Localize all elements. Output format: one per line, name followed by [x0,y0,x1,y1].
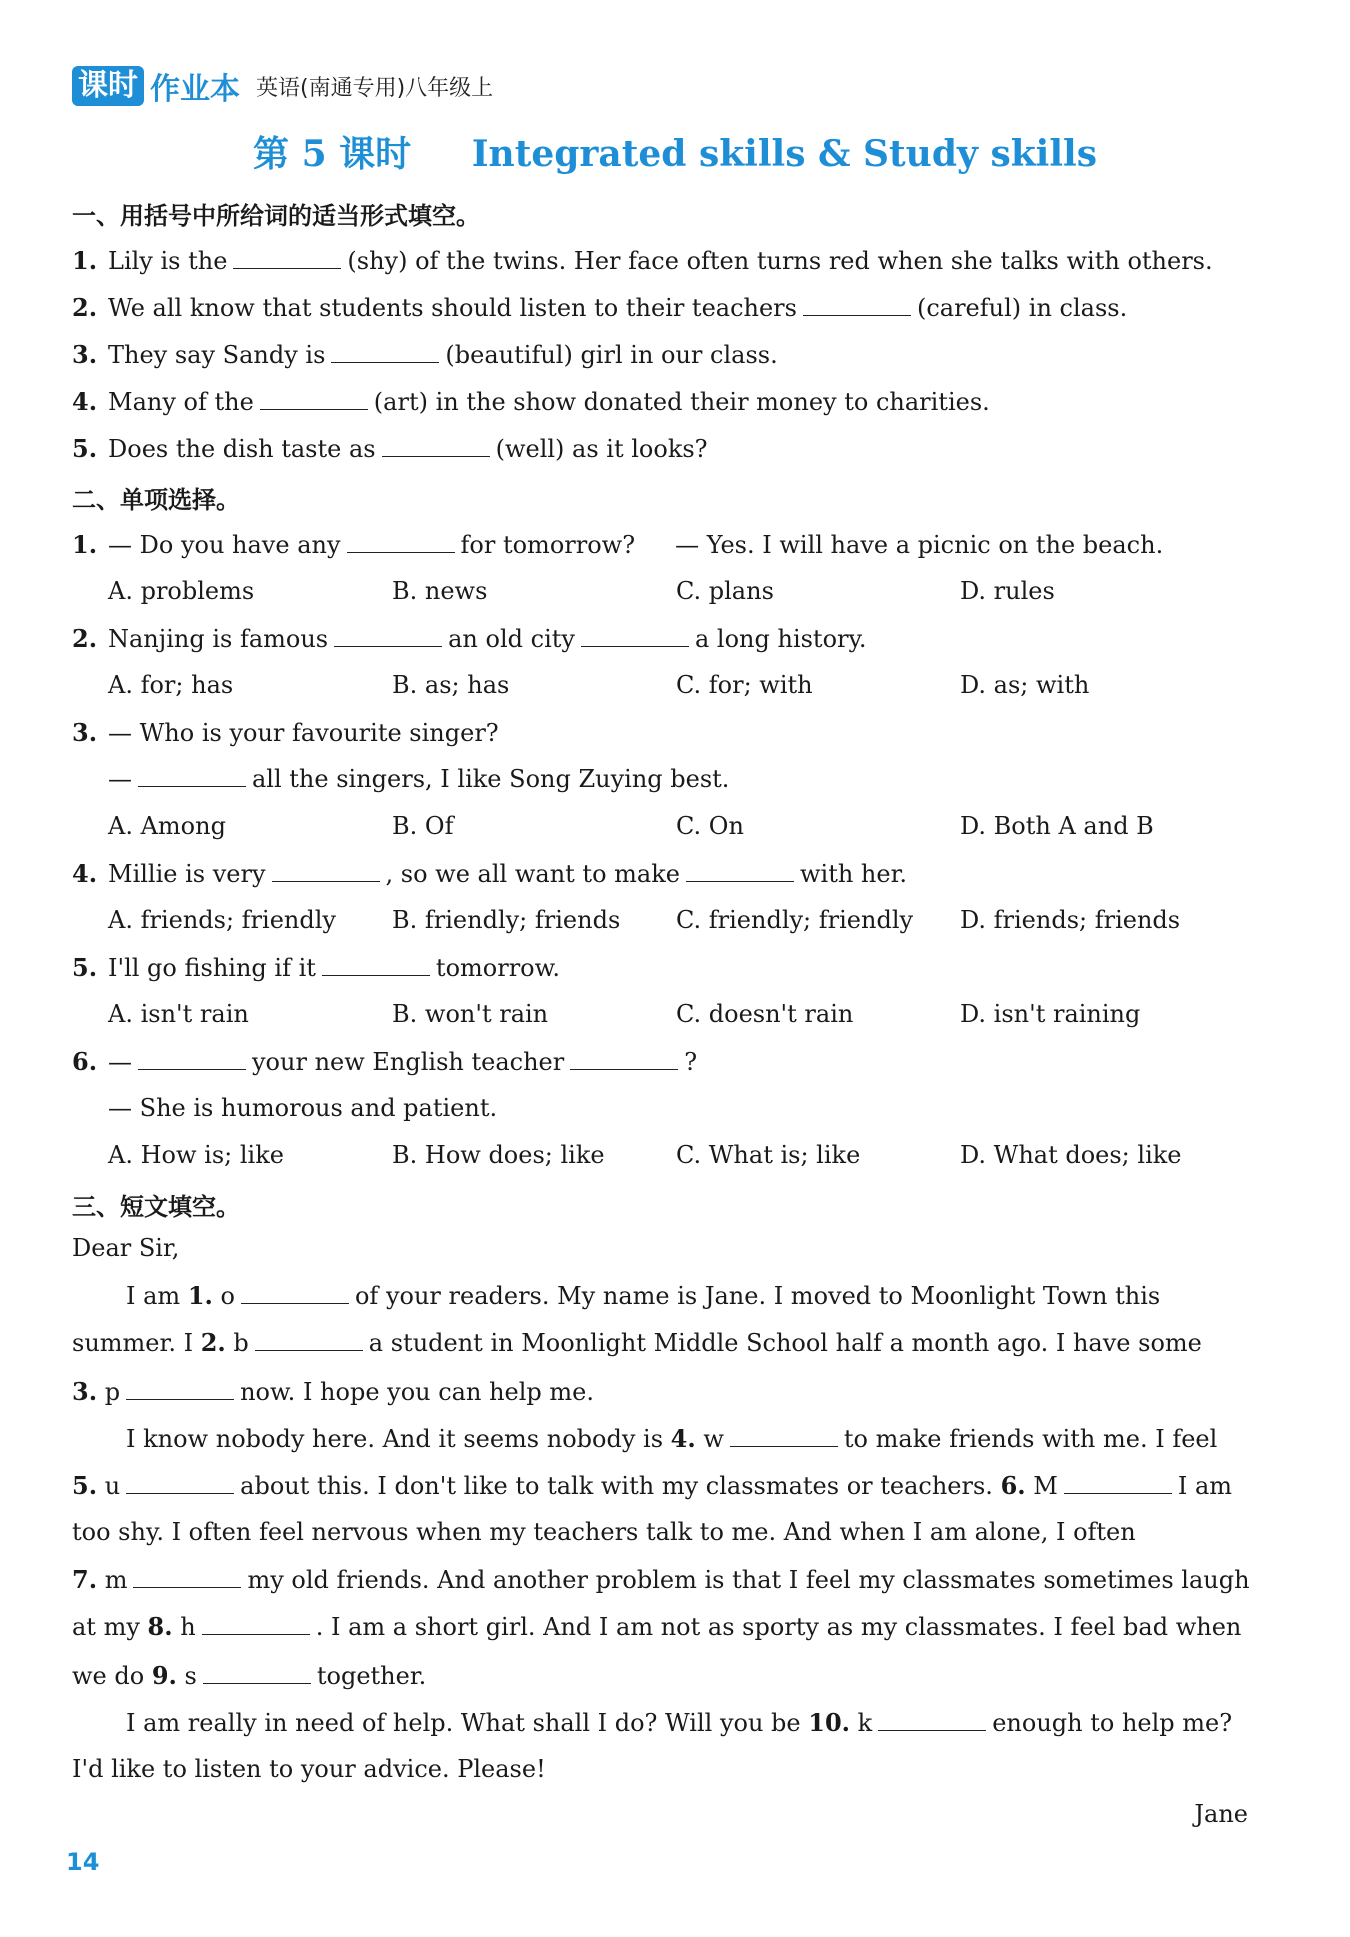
answer-blank[interactable] [878,1710,986,1731]
option-b[interactable]: B. friendly; friends [392,906,621,934]
text: to make friends with me. I feel [843,1425,1218,1453]
answer-blank[interactable] [347,532,455,553]
answer-blank[interactable] [803,295,911,316]
item-text: I'll go fishing if it [108,954,316,982]
item-text: a long history. [694,625,867,653]
answer-blank[interactable] [260,389,368,410]
item-number: 1. [72,530,98,559]
first-letter: w [703,1425,724,1453]
letter-line [72,1377,594,1406]
header [72,64,493,108]
letter-line [126,1708,1232,1737]
text: we do [72,1662,145,1690]
item-text: Does the dish taste as [108,435,376,463]
exercise-1-2 [72,293,1127,322]
answer-blank[interactable] [730,1426,838,1447]
answer-blank[interactable] [203,1663,311,1684]
item-number: 5. [72,434,98,463]
text: about this. I don't like to talk with my classmates or teachers. [240,1472,993,1500]
option-c[interactable]: C. doesn't rain [676,1000,854,1028]
item-text: — Yes. I will have a picnic on the beach. [675,531,1164,559]
mc-question-6-reply: — She is humorous and patient. [108,1094,498,1122]
blank-number: 7. [72,1565,98,1594]
exercise-1-4 [72,387,990,416]
answer-blank[interactable] [334,626,442,647]
mc-question-2 [72,624,867,653]
letter-line [72,1661,426,1690]
blank-number: 3. [72,1377,98,1406]
option-a[interactable]: A. for; has [108,671,234,699]
item-text: ? [684,1048,698,1076]
first-letter: b [233,1329,249,1357]
answer-blank[interactable] [331,342,439,363]
item-number: 1. [72,246,98,275]
mc-question-5 [72,953,560,982]
blank-number: 4. [670,1424,696,1453]
exercise-1-1 [72,246,1213,275]
option-d[interactable]: D. rules [960,577,1055,605]
mc-question-3 [72,718,499,747]
item-number: 4. [72,859,98,888]
item-number: 2. [72,624,98,653]
item-number: 2. [72,293,98,322]
option-c[interactable]: C. plans [676,577,774,605]
option-d[interactable]: D. Both A and B [960,812,1154,840]
text: my old friends. And another problem is that I feel my classmates sometimes laugh [247,1566,1250,1594]
text: enough to help me? [992,1709,1233,1737]
letter-line: I'd like to listen to your advice. Please! [72,1755,546,1783]
answer-blank[interactable] [202,1614,310,1635]
section-heading-2: 二、单项选择。 [72,486,240,514]
item-text: — Who is your favourite singer? [108,719,499,747]
item-text: We all know that students should listen to their teachers [108,294,797,322]
letter-line [72,1328,1202,1357]
option-d[interactable]: D. as; with [960,671,1090,699]
item-number: 3. [72,718,98,747]
answer-blank[interactable] [126,1473,234,1494]
text: summer. I [72,1329,194,1357]
item-text: an old city [448,625,575,653]
blank-number: 8. [147,1612,173,1641]
answer-blank[interactable] [1064,1473,1172,1494]
first-letter: k [857,1709,873,1737]
answer-blank[interactable] [138,766,246,787]
blank-number: 5. [72,1471,98,1500]
first-letter: o [220,1282,235,1310]
letter-line [72,1471,1232,1500]
item-text: Millie is very [108,860,266,888]
option-b[interactable]: B. Of [392,812,454,840]
item-text: (beautiful) girl in our class. [445,341,778,369]
item-text: Nanjing is famous [108,625,329,653]
text: I know nobody here. And it seems nobody is [126,1425,664,1453]
option-c[interactable]: C. What is; like [676,1141,861,1169]
answer-blank[interactable] [233,248,341,269]
text: now. I hope you can help me. [240,1378,594,1406]
dash: — [108,1048,132,1076]
item-text: all the singers, I like Song Zuying best. [252,765,730,793]
option-d[interactable]: D. isn't raining [960,1000,1141,1028]
option-a[interactable]: A. problems [108,577,255,605]
letter-line: too shy. I often feel nervous when my teachers talk to me. And when I am alone, I often [72,1518,1136,1546]
option-a[interactable]: A. Among [108,812,226,840]
option-a[interactable]: A. How is; like [108,1141,284,1169]
lesson-topic: Integrated skills & Study skills [471,133,1097,175]
first-letter: m [104,1566,128,1594]
brand-logo: 课时 [72,66,144,106]
letter-signature: Jane [1194,1800,1248,1828]
answer-blank[interactable] [272,861,380,882]
option-c[interactable]: C. for; with [676,671,813,699]
item-text: (careful) in class. [916,294,1128,322]
answer-blank[interactable] [255,1330,363,1351]
dash: — [108,765,132,793]
mc-question-4 [72,859,907,888]
exercise-1-3 [72,340,778,369]
answer-blank[interactable] [382,436,490,457]
answer-blank[interactable] [241,1283,349,1304]
book-subtitle: 英语(南通专用)八年级上 [256,75,494,101]
option-b[interactable]: B. as; has [392,671,510,699]
blank-number: 1. [187,1281,213,1310]
option-a[interactable]: A. isn't rain [108,1000,249,1028]
text: at my [72,1613,140,1641]
first-letter: s [184,1662,197,1690]
item-text: — Do you have any [108,531,341,559]
item-text: They say Sandy is [108,341,326,369]
item-text: (well) as it looks? [495,435,708,463]
item-number: 4. [72,387,98,416]
text: a student in Moonlight Middle School half a month ago. I have some [368,1329,1202,1357]
first-letter: p [104,1378,121,1406]
item-text: (art) in the show donated their money to charities. [373,388,990,416]
blank-number: 10. [808,1708,851,1737]
answer-blank[interactable] [581,626,689,647]
letter-line [126,1424,1217,1453]
brand-name: 作业本 [150,72,240,107]
mc-question-3-answer-line [108,765,729,793]
item-text: your new English teacher [252,1048,565,1076]
option-b[interactable]: B. How does; like [392,1141,605,1169]
blank-number: 2. [200,1328,226,1357]
item-text: (shy) of the twins. Her face often turns red when she talks with others. [347,247,1213,275]
text: together. [316,1662,427,1690]
letter-line [126,1281,1160,1310]
item-text: with her. [799,860,908,888]
option-a[interactable]: A. friends; friendly [108,906,336,934]
lesson-number: 第 5 课时 [253,133,412,175]
option-d[interactable]: D. friends; friends [960,906,1181,934]
answer-blank[interactable] [126,1379,234,1400]
answer-blank[interactable] [138,1049,246,1070]
option-c[interactable]: C. friendly; friendly [676,906,914,934]
section-heading-1: 一、用括号中所给词的适当形式填空。 [72,202,480,230]
item-number: 5. [72,953,98,982]
answer-blank[interactable] [570,1049,678,1070]
first-letter: M [1033,1472,1058,1500]
page-number: 14 [66,1848,100,1876]
option-c[interactable]: C. On [676,812,744,840]
item-text: Lily is the [108,247,228,275]
item-text: , so we all want to make [385,860,680,888]
option-b[interactable]: B. news [392,577,488,605]
text: . I am a short girl. And I am not as sporty as my classmates. I feel bad when [315,1613,1242,1641]
blank-number: 6. [1000,1471,1026,1500]
mc-question-6 [72,1047,697,1076]
letter-greeting: Dear Sir, [72,1234,180,1262]
letter-line [72,1565,1250,1594]
option-b[interactable]: B. won't rain [392,1000,549,1028]
item-number: 6. [72,1047,98,1076]
answer-blank[interactable] [133,1567,241,1588]
mc-question-1 [72,530,1163,559]
item-text: tomorrow. [435,954,560,982]
text: of your readers. My name is Jane. I moved to Moonlight Town this [354,1282,1161,1310]
text: I am really in need of help. What shall I do? Will you be [126,1709,801,1737]
answer-blank[interactable] [322,955,430,976]
item-text: Many of the [108,388,254,416]
item-number: 3. [72,340,98,369]
text: I am [126,1282,181,1310]
section-heading-3: 三、短文填空。 [72,1193,240,1221]
first-letter: u [104,1472,121,1500]
answer-blank[interactable] [686,861,794,882]
first-letter: h [180,1613,196,1641]
text: I am [1177,1472,1233,1500]
letter-line [72,1612,1241,1641]
exercise-1-5 [72,434,708,463]
blank-number: 9. [151,1661,177,1690]
item-text: for tomorrow? [460,531,636,559]
option-d[interactable]: D. What does; like [960,1141,1182,1169]
lesson-title [0,126,1350,177]
